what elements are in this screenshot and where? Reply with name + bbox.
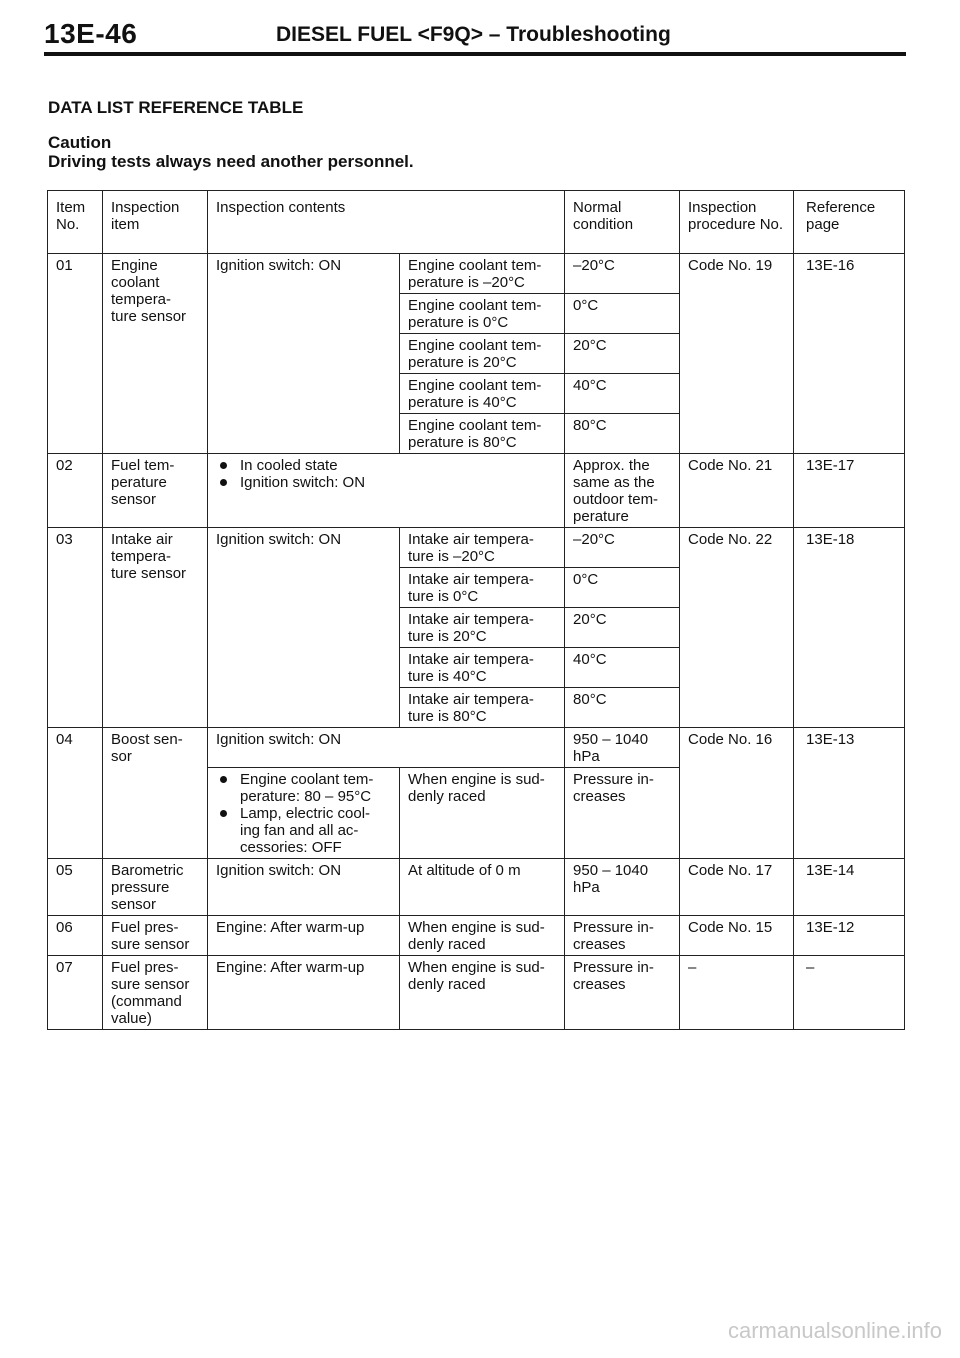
inspection-detail: Intake air tempera- ture is 80°C — [400, 688, 565, 728]
item-no: 07 — [48, 956, 103, 1030]
normal-condition: 0°C — [565, 294, 680, 334]
inspection-detail: Intake air tempera- ture is 20°C — [400, 608, 565, 648]
inspection-item: Engine coolant tempera- ture sensor — [103, 254, 208, 454]
item-no: 05 — [48, 859, 103, 916]
inspection-detail: At altitude of 0 m — [400, 859, 565, 916]
table-row — [48, 454, 905, 528]
normal-condition: Approx. the same as the outdoor tem- perature — [565, 454, 680, 528]
inspection-procedure: Code No. 21 — [680, 454, 794, 528]
header-inspection-procedure: Inspection procedure No. — [680, 191, 794, 254]
condition-bullet: Lamp, electric cool- ing fan and all ac- cessories: OFF — [216, 805, 393, 856]
normal-condition: 80°C — [565, 414, 680, 454]
item-no: 03 — [48, 528, 103, 728]
inspection-detail: When engine is sud- denly raced — [400, 916, 565, 956]
inspection-detail: When engine is sud- denly raced — [400, 956, 565, 1030]
inspection-item: Barometric pressure sensor — [103, 859, 208, 916]
inspection-detail: Engine coolant tem- perature is 20°C — [400, 334, 565, 374]
normal-condition: 40°C — [565, 374, 680, 414]
normal-condition: Pressure in- creases — [565, 768, 680, 859]
reference-page: 13E-13 — [794, 728, 905, 859]
inspection-condition — [208, 768, 400, 859]
caution-text: Driving tests always need another personnel. — [48, 152, 414, 171]
normal-condition: 80°C — [565, 688, 680, 728]
item-no: 02 — [48, 454, 103, 528]
normal-condition: 950 – 1040 hPa — [565, 859, 680, 916]
table-row — [48, 728, 905, 768]
normal-condition: –20°C — [565, 254, 680, 294]
item-no: 01 — [48, 254, 103, 454]
page-header — [44, 16, 906, 56]
normal-condition: 40°C — [565, 648, 680, 688]
inspection-item: Boost sen- sor — [103, 728, 208, 859]
normal-condition: 20°C — [565, 608, 680, 648]
watermark: carmanualsonline.info — [727, 1318, 942, 1343]
table-row — [48, 528, 905, 568]
inspection-procedure: Code No. 15 — [680, 916, 794, 956]
table-header-row — [48, 191, 905, 254]
normal-condition: Pressure in- creases — [565, 916, 680, 956]
inspection-condition: Ignition switch: ON — [208, 254, 400, 454]
inspection-procedure: Code No. 22 — [680, 528, 794, 728]
inspection-detail: Intake air tempera- ture is –20°C — [400, 528, 565, 568]
reference-page: 13E-16 — [794, 254, 905, 454]
inspection-item: Intake air tempera- ture sensor — [103, 528, 208, 728]
inspection-detail: Engine coolant tem- perature is 80°C — [400, 414, 565, 454]
section-title: DATA LIST REFERENCE TABLE — [48, 98, 304, 117]
normal-condition: Pressure in- creases — [565, 956, 680, 1030]
page-title: DIESEL FUEL <F9Q> – Troubleshooting — [276, 23, 671, 46]
condition-bullet: Ignition switch: ON — [216, 474, 558, 491]
inspection-condition: Engine: After warm-up — [208, 916, 400, 956]
condition-bullet: Engine coolant tem- perature: 80 – 95°C — [216, 771, 393, 805]
header-inspection-contents: Inspection contents — [208, 191, 565, 254]
header-normal-condition: Normal condition — [565, 191, 680, 254]
reference-page: – — [794, 956, 905, 1030]
inspection-detail: When engine is sud- denly raced — [400, 768, 565, 859]
inspection-detail: Engine coolant tem- perature is 40°C — [400, 374, 565, 414]
inspection-procedure: Code No. 17 — [680, 859, 794, 916]
normal-condition: 20°C — [565, 334, 680, 374]
inspection-procedure: Code No. 16 — [680, 728, 794, 859]
inspection-procedure: – — [680, 956, 794, 1030]
inspection-detail: Engine coolant tem- perature is –20°C — [400, 254, 565, 294]
normal-condition: 950 – 1040 hPa — [565, 728, 680, 768]
inspection-condition: Ignition switch: ON — [208, 728, 565, 768]
inspection-detail: Intake air tempera- ture is 0°C — [400, 568, 565, 608]
reference-page: 13E-12 — [794, 916, 905, 956]
normal-condition: –20°C — [565, 528, 680, 568]
table-row — [48, 916, 905, 956]
condition-bullet: In cooled state — [216, 457, 558, 474]
reference-page: 13E-14 — [794, 859, 905, 916]
item-no: 04 — [48, 728, 103, 859]
inspection-detail: Intake air tempera- ture is 40°C — [400, 648, 565, 688]
inspection-item: Fuel pres- sure sensor — [103, 916, 208, 956]
inspection-condition — [208, 454, 565, 528]
inspection-condition: Ignition switch: ON — [208, 528, 400, 728]
caution-label: Caution — [48, 133, 112, 152]
normal-condition: 0°C — [565, 568, 680, 608]
table-row — [48, 956, 905, 1030]
inspection-item: Fuel pres- sure sensor (command value) — [103, 956, 208, 1030]
inspection-detail: Engine coolant tem- perature is 0°C — [400, 294, 565, 334]
page-number: 13E-46 — [44, 18, 138, 49]
inspection-condition: Engine: After warm-up — [208, 956, 400, 1030]
inspection-procedure: Code No. 19 — [680, 254, 794, 454]
reference-page: 13E-17 — [794, 454, 905, 528]
reference-page: 13E-18 — [794, 528, 905, 728]
inspection-item: Fuel tem- perature sensor — [103, 454, 208, 528]
item-no: 06 — [48, 916, 103, 956]
header-item-no: Item No. — [48, 191, 103, 254]
data-list-reference-table — [47, 190, 905, 1030]
table-row — [48, 254, 905, 294]
header-inspection-item: Inspection item — [103, 191, 208, 254]
inspection-condition: Ignition switch: ON — [208, 859, 400, 916]
header-reference-page: Reference page — [794, 191, 905, 254]
table-row — [48, 859, 905, 916]
